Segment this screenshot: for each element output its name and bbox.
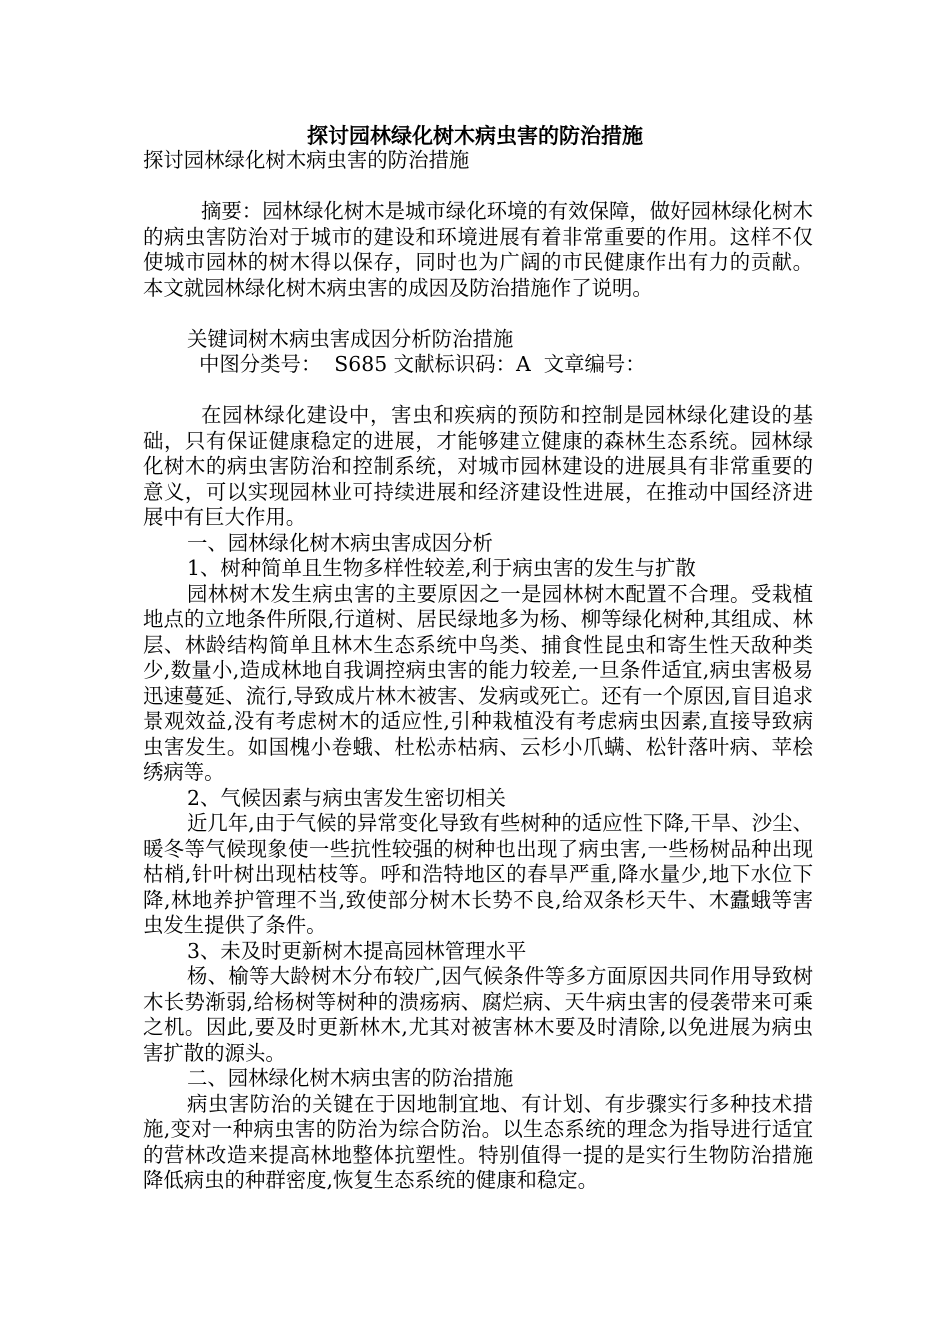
subsection1-2-paragraph: 近几年,由于气候的异常变化导致有些树种的适应性下降,干旱、沙尘、暖冬等气候现象使一些抗性较强的树种也出现了病虫害,一些杨树品种出现枯梢,针叶树出现枯枝等。呼和浩特地区的春旱严重,降水量少,地下水位下降,林地养护管理不当,致使部分树木长势不良,给双条杉天牛、木蠹蛾等害虫发生提供了条件。 (143, 811, 813, 937)
section1-heading: 一、园林绿化树木病虫害成因分析 (187, 530, 493, 555)
spacer (143, 301, 813, 327)
spacer (143, 174, 813, 200)
subsection1-3-paragraph: 杨、榆等大龄树木分布较广,因气候条件等多方面原因共同作用导致树木长势渐弱,给杨树等树种的溃疡病、腐烂病、天牛病虫害的侵袭带来可乘之机。因此,要及时更新林木,尤其对被害林木要及时清除,以免进展为病虫害扩散的源头。 (143, 964, 813, 1065)
document-subtitle: 探讨园林绿化树木病虫害的防治措施 (143, 148, 470, 172)
intro-paragraph: 在园林绿化建设中，害虫和疾病的预防和控制是园林绿化建设的基础，只有保证健康稳定的进展，才能够建立健康的森林生态系统。园林绿化树木的病虫害防治和控制系统，对城市园林建设的进展具有非常重要的意义，可以实现园林业可持续进展和经济建设性进展，在推动中国经济进展中有巨大作用。 (143, 403, 813, 529)
subsection1-1-paragraph: 园林树木发生病虫害的主要原因之一是园林树木配置不合理。受栽植地点的立地条件所限,行道树、居民绿地多为杨、柳等绿化树种,其组成、林层、林龄结构简单且林木生态系统中鸟类、捕食性昆虫和寄生性天敌种类少,数量小,造成林地自我调控病虫害的能力较差,一旦条件适宜,病虫害极易迅速蔓延、流行,导致成片林木被害、发病或死亡。还有一个原因,盲目追求景观效益,没有考虑树木的适应性,引种栽植没有考虑病虫因素,直接导致病虫害发生。如国槐小卷蛾、杜松赤枯病、云杉小爪螨、松针落叶病、苹桧绣病等。 (143, 581, 813, 784)
subsection1-3-heading: 3、未及时更新树木提高园林管理水平 (187, 938, 527, 963)
spacer (143, 378, 813, 404)
keywords-line: 关键词树木病虫害成因分析防治措施 (187, 326, 514, 351)
document-body (143, 148, 813, 1194)
subsection1-1-heading: 1、树种简单且生物多样性较差,利于病虫害的发生与扩散 (187, 556, 696, 580)
document-title: 探讨园林绿化树木病虫害的防治措施 (307, 123, 643, 148)
classification-line: 中图分类号： S685 文献标识码：A 文章编号： (199, 352, 646, 376)
abstract-paragraph: 摘要：园林绿化树木是城市绿化环境的有效保障，做好园林绿化树木的病虫害防治对于城市的建设和环境进展有着非常重要的作用。这样不仅使城市园林的树木得以保存，同时也为广阔的市民健康作出有力的贡献。本文就园林绿化树木病虫害的成因及防治措施作了说明。 (143, 199, 813, 300)
section2-heading: 二、园林绿化树木病虫害的防治措施 (187, 1066, 514, 1090)
section2-paragraph: 病虫害防治的关键在于因地制宜地、有计划、有步骤实行多种技术措施,变对一种病虫害的防治为综合防治。以生态系统的理念为指导进行适宜的营林改造来提高林地整体抗塑性。特别值得一提的是实行生物防治措施降低病虫的种群密度,恢复生态系统的健康和稳定。 (143, 1091, 813, 1192)
subsection1-2-heading: 2、气候因素与病虫害发生密切相关 (187, 785, 506, 810)
